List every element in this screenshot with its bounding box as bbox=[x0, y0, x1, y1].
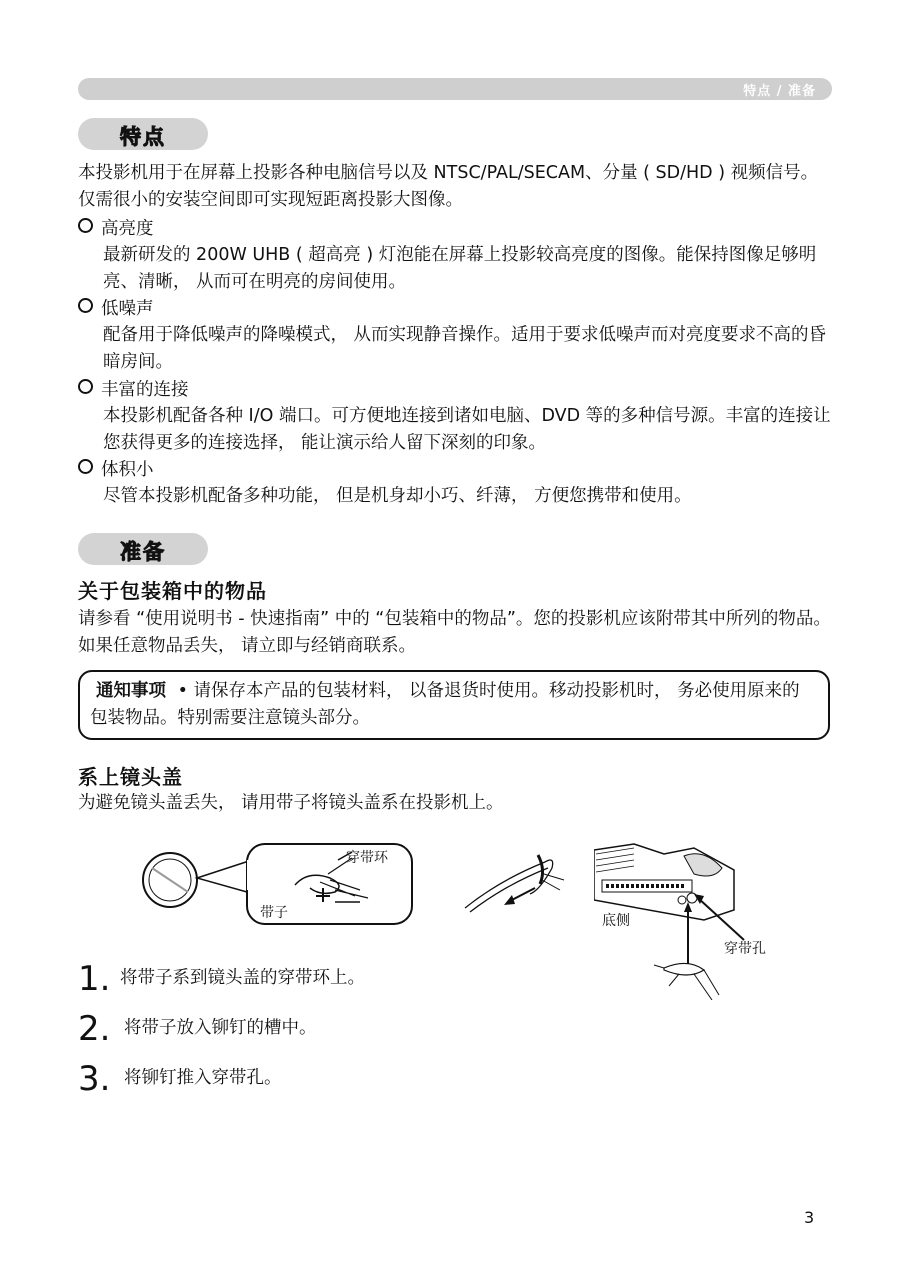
features-section-title: 特点 bbox=[78, 118, 208, 150]
figure-label-loop: 穿带环 bbox=[346, 850, 388, 866]
box-contents-heading: 关于包装箱中的物品 bbox=[78, 579, 267, 603]
step-number: 2. bbox=[78, 1009, 111, 1049]
feature-heading: 体积小 bbox=[101, 460, 154, 480]
step-text: 将铆钉推入穿带孔。 bbox=[124, 1068, 282, 1088]
feature-item-compact bbox=[78, 457, 154, 484]
feature-description: 本投影机配备各种 I/O 端口。可方便地连接到诸如电脑、DVD 等的多种信号源。丰富的连接让您获得更多的连接选择， 能让演示给人留下深刻的印象。 bbox=[103, 406, 831, 453]
feature-description: 尽管本投影机配备多种功能， 但是机身却小巧、纤薄， 方便您携带和使用。 bbox=[103, 486, 692, 506]
notice-box bbox=[78, 670, 830, 740]
lens-cap-heading: 系上镜头盖 bbox=[78, 765, 183, 789]
preparation-section-title: 准备 bbox=[78, 533, 208, 565]
step-number: 1. bbox=[78, 959, 111, 999]
bullet-circle-icon bbox=[78, 218, 93, 233]
bullet-circle-icon bbox=[78, 459, 93, 474]
bullet-circle-icon bbox=[78, 298, 93, 313]
feature-item-low-noise bbox=[78, 296, 154, 323]
bullet-circle-icon bbox=[78, 379, 93, 394]
figure-label-hole: 穿带孔 bbox=[724, 941, 766, 957]
page-number: 3 bbox=[804, 1208, 815, 1227]
feature-description: 配备用于降低噪声的降噪模式， 从而实现静音操作。适用于要求低噪声而对亮度要求不高的昏暗房间。 bbox=[103, 325, 827, 372]
lens-cap-text: 为避免镜头盖丢失， 请用带子将镜头盖系在投影机上。 bbox=[78, 793, 504, 813]
notice-bullet: • bbox=[177, 681, 188, 701]
step-text: 将带子放入铆钉的槽中。 bbox=[124, 1018, 317, 1038]
figure-label-strap: 带子 bbox=[260, 905, 288, 921]
figure-label-bottom: 底侧 bbox=[602, 913, 630, 929]
feature-item-brightness bbox=[78, 216, 154, 243]
features-intro: 本投影机用于在屏幕上投影各种电脑信号以及 NTSC/PAL/SECAM、分量 ( SD/HD ) 视频信号。 仅需很小的安装空间即可实现短距离投影大图像。 bbox=[78, 163, 819, 210]
notice-label: 通知事项 bbox=[96, 681, 166, 701]
notice-text: 请保存本产品的包装材料， 以备退货时使用。移动投影机时， 务必使用原来的包装物品。特别需要注意镜头部分。 bbox=[90, 681, 800, 728]
header-bar bbox=[78, 78, 832, 100]
step-number: 3. bbox=[78, 1059, 111, 1099]
section-tag: 特点 / 准备 bbox=[743, 84, 816, 99]
box-contents-text: 请参看 “使用说明书 - 快速指南” 中的 “包装箱中的物品”。您的投影机应该附带其中所列的物品。如果任意物品丢失， 请立即与经销商联系。 bbox=[78, 609, 831, 656]
feature-description: 最新研发的 200W UHB ( 超高亮 ) 灯泡能在屏幕上投影较高亮度的图像。能保持图像足够明亮、清晰， 从而可在明亮的房间使用。 bbox=[103, 245, 817, 292]
step-text: 将带子系到镜头盖的穿带环上。 bbox=[120, 968, 365, 988]
feature-heading: 丰富的连接 bbox=[101, 380, 189, 400]
rivet-icon bbox=[664, 963, 704, 975]
feature-heading: 高亮度 bbox=[101, 219, 154, 239]
strap-insert-figure bbox=[460, 850, 580, 920]
feature-item-connectivity bbox=[78, 377, 189, 404]
feature-heading: 低噪声 bbox=[101, 299, 154, 319]
